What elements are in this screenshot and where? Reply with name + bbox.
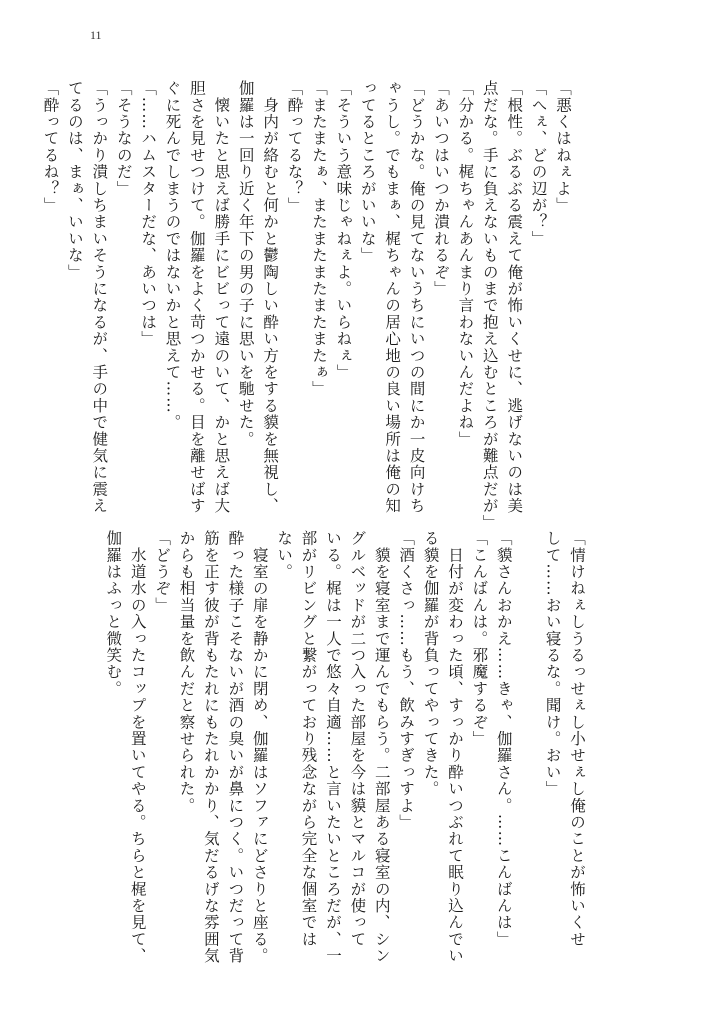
text-line: 貘を寝室まで運んでもらう。二部屋ある寝室の内、シン bbox=[372, 530, 391, 965]
text-line: 「根性。ぶるぶる震えて俺が怖いくせに、逃げないのは美 bbox=[505, 80, 524, 515]
text-line: 「どうかな。俺の見てないうちにいつの間にか一皮向けち bbox=[407, 80, 426, 515]
text-line: 「こんばんは。邪魔するぞ」 bbox=[470, 530, 489, 748]
text-line: 「うっかり潰しちまいそうになるが、手の中で健気に震え bbox=[90, 80, 109, 515]
text-line: ぐに死んでしまうのではないかと思えて……。 bbox=[163, 80, 182, 431]
text-line bbox=[516, 530, 540, 970]
text-line: 懐いたと思えば勝手にビビって遠のいて、かと思えば大 bbox=[212, 80, 231, 515]
text-line: 「へぇ、どの辺が？」 bbox=[529, 80, 548, 247]
text-line: 「分かる。梶ちゃんあんまり言わないんだよね」 bbox=[456, 80, 475, 448]
text-line: いる。梶は一人で悠々自適……と言いたいところだが、一 bbox=[323, 530, 342, 965]
text-line: ない。 bbox=[275, 530, 294, 581]
text-line: 水道水の入ったコップを置いてやる。ちらと梶を見て、 bbox=[128, 530, 147, 965]
text-line: 「あいつはいつか潰れるぞ」 bbox=[431, 80, 450, 298]
text-line: 「そうなのだ」 bbox=[114, 80, 133, 197]
text-line: 「情けねぇしうるっせぇし小せぇし俺のことが怖いくせ bbox=[568, 530, 586, 948]
text-line: 点だな。手に負えないものまで抱え込むところが難点だが」 bbox=[480, 80, 499, 531]
text-line: 部がリビングと繋がっており残念ながら完全な個室では bbox=[299, 530, 318, 948]
text-line: てるのは、まぁ、いいな」 bbox=[65, 80, 84, 281]
text-line: る貘を伽羅が背負ってやってきた。 bbox=[421, 530, 440, 798]
text-line: 筋を正す彼が背もたれにもたれかかり、気だるげな雰囲気 bbox=[201, 530, 220, 965]
page-number: 11 bbox=[90, 28, 102, 42]
text-block-bottom bbox=[99, 530, 589, 970]
text-line: 伽羅は一回り近く年下の男の子に思いを馳せた。 bbox=[236, 80, 255, 448]
text-line: 酔った様子こそないが酒の臭いが鼻につく。いつだって背 bbox=[226, 530, 245, 965]
text-line: 寝室の扉を静かに閉め、伽羅はソファにどさりと座る。 bbox=[250, 530, 269, 965]
text-line: からも相当量を飲んだと察せられた。 bbox=[177, 530, 196, 814]
text-line: ってるところがいいな」 bbox=[358, 80, 377, 264]
text-line: 「そういう意味じゃねぇよ。いらねぇ」 bbox=[334, 80, 353, 381]
text-line: 「酔ってるね？」 bbox=[41, 80, 60, 214]
text-line: 「酔ってるな？」 bbox=[285, 80, 304, 214]
text-line: ゃうし。でもまぁ、梶ちゃんの居心地の良い場所は俺の知 bbox=[383, 80, 402, 515]
text-block-top bbox=[41, 80, 575, 531]
text-line: 「またまたぁ、またまたまたまたまたぁ」 bbox=[309, 80, 328, 398]
text-line: 日付が変わった頃、すっかり酔いつぶれて眠り込んでい bbox=[445, 530, 464, 965]
text-line: 胆さを見せつけて。伽羅をよく苛つかせる。目を離せばす bbox=[187, 80, 206, 515]
text-line: して……おい寝るな。聞け。おい」 bbox=[543, 530, 562, 798]
text-line: 「酒くさっ……もう、飲みすぎっすよ」 bbox=[397, 530, 416, 831]
text-line: グルベッドが二つ入った部屋を今は貘とマルコが使って bbox=[348, 530, 367, 948]
text-line: 「……ハムスターだな、あいつは」 bbox=[139, 80, 158, 348]
text-line: 「どうぞ」 bbox=[153, 530, 172, 614]
text-line: 「貘さんおかえ……きゃ、伽羅さん。……こんばんは」 bbox=[494, 530, 513, 948]
text-line: 伽羅はふっと微笑む。 bbox=[104, 530, 123, 697]
text-line: 「悪くはねぇよ」 bbox=[554, 80, 572, 214]
text-line: 身内が絡むと何かと鬱陶しい酔い方をする貘を無視し、 bbox=[261, 80, 280, 515]
